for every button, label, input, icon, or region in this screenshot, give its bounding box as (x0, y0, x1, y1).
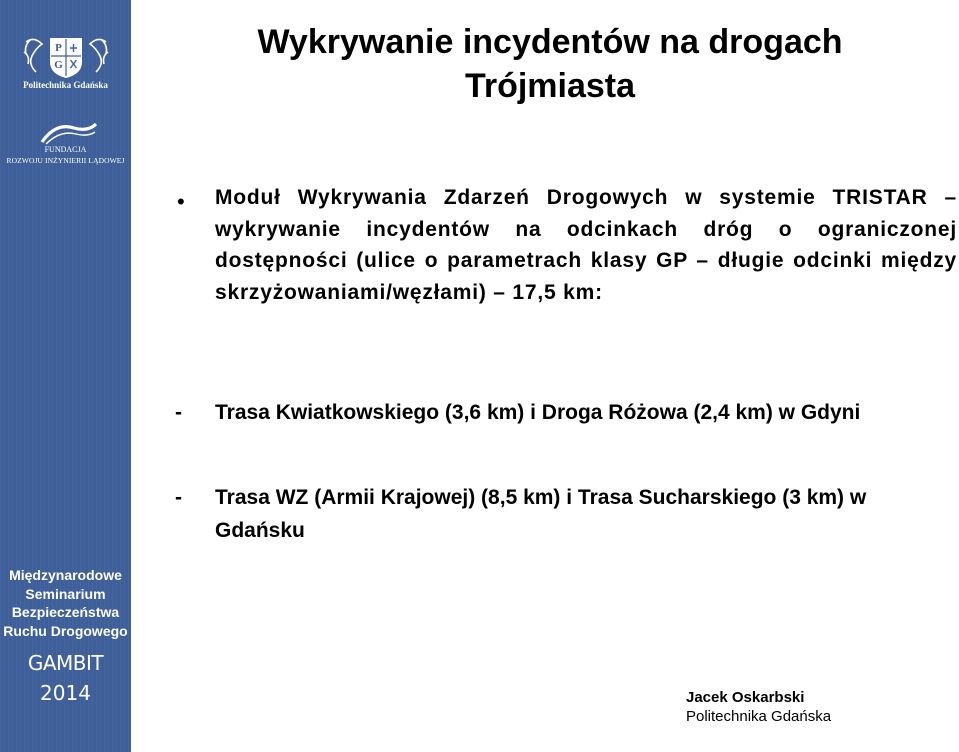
sub-item-marker: - (175, 486, 182, 509)
bullet-marker: • (177, 189, 185, 214)
event-year: 2014 (40, 681, 91, 705)
author-name: Jacek Oskarbski (686, 689, 805, 706)
seminar-line: Międzynarodowe (9, 567, 122, 583)
sub-item-text: Trasa Kwiatkowskiego (3,6 km) i Droga Różowa (2,4 km) w Gdyni (215, 401, 861, 424)
event-name: GAMBIT (27, 651, 104, 675)
fundacja-name: FUNDACJA (44, 145, 87, 154)
politechnika-gdanska-caption: Politechnika Gdańska (23, 80, 108, 90)
sidebar (0, 0, 131, 752)
seminar-line: Bezpieczeństwa (11, 604, 120, 620)
bullet-text: Moduł Wykrywania Zdarzeń Drogowych w systemie TRISTAR – wykrywanie incydentów na odcinkach dróg o ograniczonej dostępności (ulice o parametrach klasy GP – długie odcinki między skrzyżowaniami/węzłami) – 17,5 km: (215, 186, 957, 304)
fundacja-subtitle: ROZWOJU INŻYNIERII LĄDOWEJ (6, 156, 125, 165)
seminar-line: Seminarium (25, 585, 106, 602)
author-block (686, 688, 831, 726)
seminar-title (0, 566, 131, 640)
author-institution: Politechnika Gdańska (686, 708, 832, 725)
politechnika-gdanska-crest-icon (20, 34, 112, 80)
svg-text:G: G (54, 59, 63, 71)
slide-title-line: Wykrywanie incydentów na drogach (257, 23, 843, 61)
seminar-line: Ruchu Drogowego (3, 622, 128, 639)
sub-item-marker: - (175, 401, 182, 424)
sub-item-text: Trasa WZ (Armii Krajowej) (8,5 km) i Trasa Sucharskiego (3 km) w Gdańsku (215, 486, 867, 542)
slide-title-line: Trójmiasta (464, 67, 636, 105)
fundacja-bridge-logo-icon (40, 120, 98, 146)
svg-text:P: P (55, 42, 62, 54)
slide-title (175, 20, 925, 108)
